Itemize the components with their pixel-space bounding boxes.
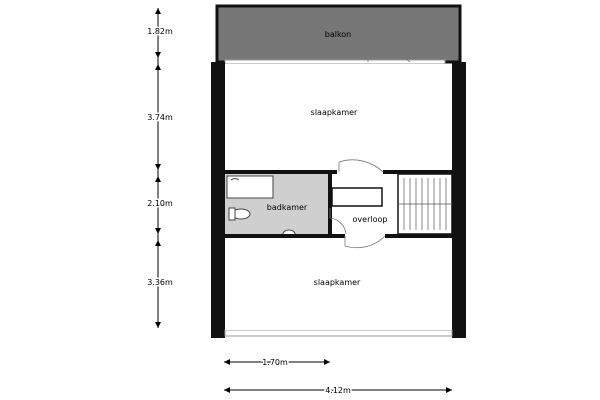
room-label-balcony: balkon bbox=[324, 30, 352, 39]
dimension-label-v4: 3.36m bbox=[147, 278, 173, 287]
dimension-label-v2: 3.74m bbox=[147, 113, 173, 122]
outer-wall-right bbox=[452, 62, 466, 338]
room-label-bedroom-top: slaapkamer bbox=[310, 108, 358, 117]
outer-wall-left bbox=[211, 62, 225, 338]
dimension-label-v1: 1.82m bbox=[147, 27, 173, 36]
landing-closet bbox=[332, 188, 382, 206]
room-label-landing: overloop bbox=[352, 215, 388, 224]
toilet-tank bbox=[229, 208, 235, 220]
h-dim1-arrow-left bbox=[224, 359, 230, 365]
wall-mid-bottom bbox=[225, 234, 345, 238]
h-dim1-arrow-right bbox=[324, 359, 330, 365]
room-label-bathroom: badkamer bbox=[266, 203, 308, 212]
window-top bbox=[225, 60, 445, 64]
h-dim2-arrow-left bbox=[224, 387, 230, 393]
shower bbox=[227, 176, 273, 198]
dimension-label-h1: 1.70m bbox=[262, 358, 288, 367]
h-dim2-arrow-right bbox=[446, 387, 452, 393]
wall-mid-bottom-right bbox=[385, 234, 452, 238]
bedroom-top-area bbox=[225, 64, 452, 172]
room-label-bedroom-bottom: slaapkamer bbox=[313, 278, 361, 287]
sink-icon bbox=[283, 230, 295, 234]
dimension-label-v3: 2.10m bbox=[147, 199, 173, 208]
wall-mid-top bbox=[225, 170, 337, 174]
window-bottom bbox=[225, 330, 452, 336]
dimension-label-h2: 4.12m bbox=[325, 386, 351, 395]
